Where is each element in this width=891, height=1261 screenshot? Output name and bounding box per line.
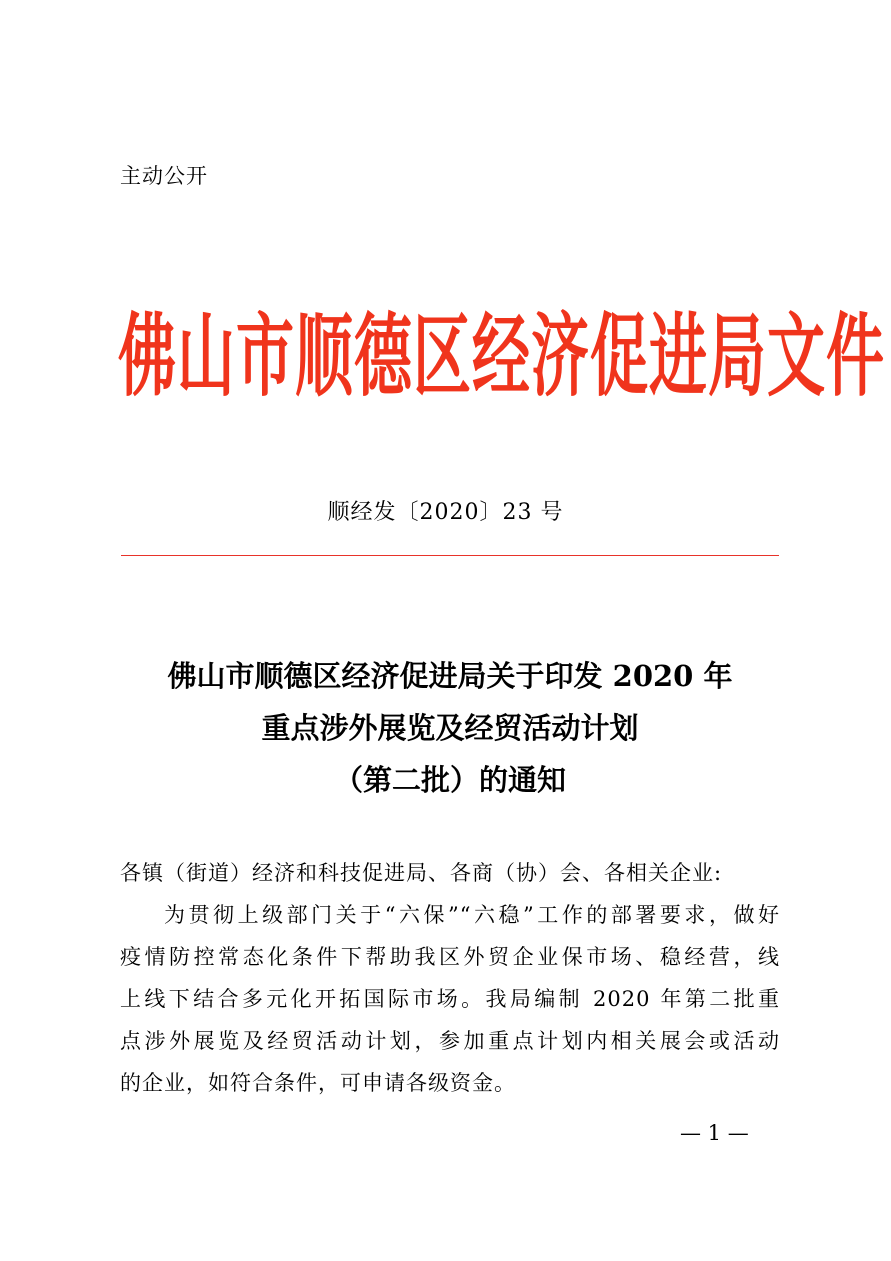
paragraph-line-4: 点涉外展览及经贸活动计划，参加重点计划内相关展会或活动: [120, 1029, 780, 1053]
paragraph-line-5: 的企业，如符合条件，可申请各级资金。: [120, 1071, 516, 1095]
document-masthead: 佛山市顺德区经济促进局文件: [118, 303, 886, 409]
page-number: — 1 —: [680, 1121, 749, 1145]
paragraph-line-1: 为贯彻上级部门关于“六保”“六稳”工作的部署要求，做好: [164, 903, 780, 927]
notice-title-line-1: 佛山市顺德区经济促进局关于印发 2020 年: [167, 659, 733, 693]
disclosure-label: 主动公开: [120, 164, 208, 188]
paragraph-line-2: 疫情防控常态化条件下帮助我区外贸企业保市场、稳经营，线: [120, 945, 780, 969]
notice-body: [120, 852, 780, 1104]
notice-title: [100, 650, 800, 806]
notice-title-line-2: 重点涉外展览及经贸活动计划: [261, 711, 639, 745]
notice-title-line-3: （第二批）的通知: [333, 763, 566, 797]
paragraph-line-3: 上线下结合多元化开拓国际市场。我局编制 2020 年第二批重: [120, 987, 780, 1011]
salutation: 各镇（街道）经济和科技促进局、各商（协）会、各相关企业:: [120, 861, 723, 885]
document-number: 顺经发〔2020〕23 号: [327, 500, 564, 525]
red-divider-line: [121, 555, 779, 556]
